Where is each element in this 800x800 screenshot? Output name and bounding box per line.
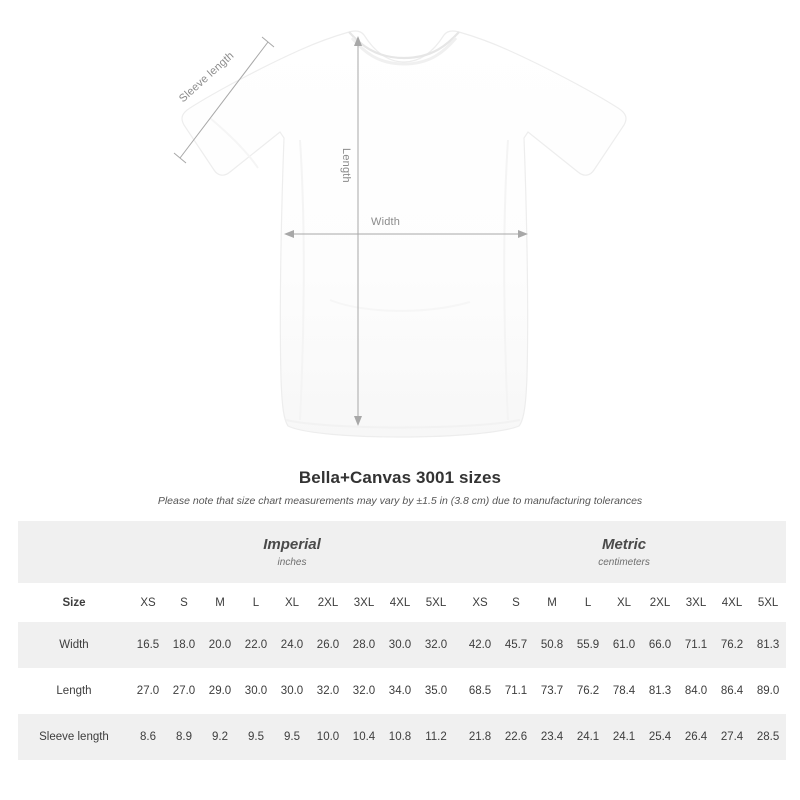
width-metric-l: 55.9 <box>570 622 606 668</box>
sleeve-metric-3xl: 26.4 <box>678 714 714 760</box>
system-row-spacer <box>18 521 130 583</box>
sleeve-metric-2xl: 25.4 <box>642 714 678 760</box>
width-metric-s: 45.7 <box>498 622 534 668</box>
sleeve-imperial-xs: 8.6 <box>130 714 166 760</box>
header-size-imperial-xl: XL <box>274 583 310 622</box>
sleeve-metric-s: 22.6 <box>498 714 534 760</box>
header-gap <box>454 583 462 622</box>
header-size-metric-s: S <box>498 583 534 622</box>
header-size-imperial-xs: XS <box>130 583 166 622</box>
width-metric-m: 50.8 <box>534 622 570 668</box>
length-imperial-4xl: 34.0 <box>382 668 418 714</box>
width-metric-4xl: 76.2 <box>714 622 750 668</box>
length-metric-m: 73.7 <box>534 668 570 714</box>
width-imperial-3xl: 28.0 <box>346 622 382 668</box>
sleeve-metric-5xl: 28.5 <box>750 714 786 760</box>
length-metric-l: 76.2 <box>570 668 606 714</box>
sleeve-imperial-xl: 9.5 <box>274 714 310 760</box>
sleeve-metric-m: 23.4 <box>534 714 570 760</box>
width-imperial-5xl: 32.0 <box>418 622 454 668</box>
header-size-imperial-5xl: 5XL <box>418 583 454 622</box>
width-metric-2xl: 66.0 <box>642 622 678 668</box>
width-imperial-4xl: 30.0 <box>382 622 418 668</box>
length-dimension-label: Length <box>340 148 352 183</box>
sleeve-imperial-2xl: 10.0 <box>310 714 346 760</box>
header-size-imperial-s: S <box>166 583 202 622</box>
width-imperial-xs: 16.5 <box>130 622 166 668</box>
length-imperial-xs: 27.0 <box>130 668 166 714</box>
length-imperial-3xl: 32.0 <box>346 668 382 714</box>
sleeve-length-dimension-label: Sleeve length <box>177 49 237 105</box>
header-size-metric-4xl: 4XL <box>714 583 750 622</box>
header-size-metric-xl: XL <box>606 583 642 622</box>
width-metric-5xl: 81.3 <box>750 622 786 668</box>
length-imperial-5xl: 35.0 <box>418 668 454 714</box>
length-metric-xl: 78.4 <box>606 668 642 714</box>
length-gap <box>454 668 462 714</box>
sleeve-imperial-s: 8.9 <box>166 714 202 760</box>
header-size-label: Size <box>18 583 130 622</box>
length-metric-2xl: 81.3 <box>642 668 678 714</box>
row-label-length: Length <box>18 668 130 714</box>
width-imperial-l: 22.0 <box>238 622 274 668</box>
header-size-metric-l: L <box>570 583 606 622</box>
header-size-imperial-m: M <box>202 583 238 622</box>
sleeve-imperial-5xl: 11.2 <box>418 714 454 760</box>
row-label-sleeve-length: Sleeve length <box>18 714 130 760</box>
length-metric-xs: 68.5 <box>462 668 498 714</box>
sleeve-imperial-m: 9.2 <box>202 714 238 760</box>
width-gap <box>454 622 462 668</box>
length-metric-5xl: 89.0 <box>750 668 786 714</box>
length-metric-4xl: 86.4 <box>714 668 750 714</box>
size-table-container <box>0 521 800 760</box>
width-imperial-m: 20.0 <box>202 622 238 668</box>
width-metric-xs: 42.0 <box>462 622 498 668</box>
length-imperial-l: 30.0 <box>238 668 274 714</box>
sleeve-gap <box>454 714 462 760</box>
width-dimension-label: Width <box>371 216 401 228</box>
table-row <box>18 668 786 714</box>
tolerance-note: Please note that size chart measurements may vary by ±1.5 in (3.8 cm) due to manufacturing tolerances <box>157 495 643 507</box>
system-gap <box>454 521 462 583</box>
sleeve-metric-xs: 21.8 <box>462 714 498 760</box>
header-size-metric-3xl: 3XL <box>678 583 714 622</box>
length-imperial-m: 29.0 <box>202 668 238 714</box>
header-size-metric-2xl: 2XL <box>642 583 678 622</box>
length-metric-s: 71.1 <box>498 668 534 714</box>
table-row <box>18 622 786 668</box>
page-title: Bella+Canvas 3001 sizes <box>298 468 502 487</box>
sleeve-imperial-l: 9.5 <box>238 714 274 760</box>
width-imperial-xl: 24.0 <box>274 622 310 668</box>
length-imperial-s: 27.0 <box>166 668 202 714</box>
measurement-system-row <box>18 521 786 583</box>
length-imperial-2xl: 32.0 <box>310 668 346 714</box>
sleeve-imperial-3xl: 10.4 <box>346 714 382 760</box>
header-size-metric-xs: XS <box>462 583 498 622</box>
header-size-imperial-4xl: 4XL <box>382 583 418 622</box>
header-size-metric-5xl: 5XL <box>750 583 786 622</box>
row-label-width: Width <box>18 622 130 668</box>
size-table <box>18 521 786 760</box>
header-size-imperial-l: L <box>238 583 274 622</box>
sleeve-imperial-4xl: 10.8 <box>382 714 418 760</box>
length-imperial-xl: 30.0 <box>274 668 310 714</box>
title-block <box>0 468 800 507</box>
table-row <box>18 714 786 760</box>
sleeve-metric-4xl: 27.4 <box>714 714 750 760</box>
system-metric: Metric centimeters <box>462 521 786 583</box>
header-size-metric-m: M <box>534 583 570 622</box>
system-imperial: Imperial inches <box>130 521 454 583</box>
width-imperial-s: 18.0 <box>166 622 202 668</box>
header-size-imperial-3xl: 3XL <box>346 583 382 622</box>
sleeve-metric-xl: 24.1 <box>606 714 642 760</box>
width-metric-xl: 61.0 <box>606 622 642 668</box>
width-metric-3xl: 71.1 <box>678 622 714 668</box>
length-metric-3xl: 84.0 <box>678 668 714 714</box>
header-size-imperial-2xl: 2XL <box>310 583 346 622</box>
size-header-row <box>18 583 786 622</box>
sleeve-metric-l: 24.1 <box>570 714 606 760</box>
width-imperial-2xl: 26.0 <box>310 622 346 668</box>
